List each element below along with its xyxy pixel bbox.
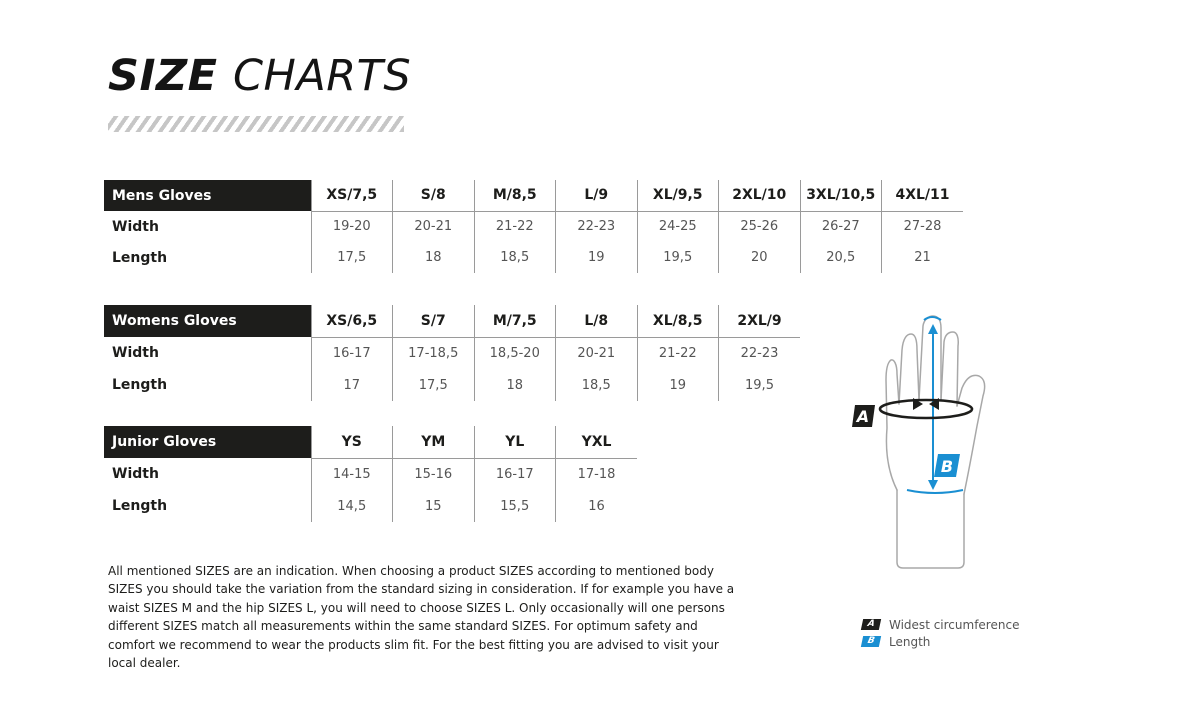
mens-cell: 21 [882,242,964,273]
womens-size-header: S/7 [393,305,475,337]
womens-row-length [104,369,800,401]
title-stripes-decoration [108,116,404,132]
womens-cell: 19 [637,369,719,401]
junior-cell: 14-15 [311,458,393,490]
womens-row-label: Length [112,377,168,393]
mens-row-label: Length [112,249,168,266]
mens-cell: 21-22 [474,211,556,242]
junior-size-header: YXL [556,426,638,458]
mens-size-header: 3XL/10,5 [800,180,882,211]
legend-text-circumference: Widest circumference [889,617,1020,632]
womens-cell: 22-23 [719,337,801,369]
mens-size-header: 2XL/10 [719,180,801,211]
womens-gloves-label: Womens Gloves [104,305,311,337]
legend-badge-a: A [861,619,881,630]
womens-cell: 17 [311,369,393,401]
womens-size-header: M/7,5 [474,305,556,337]
mens-cell: 25-26 [719,211,801,242]
junior-row-length [104,490,637,522]
junior-gloves-label: Junior Gloves [104,426,311,458]
legend-item-circumference [862,616,1019,633]
mens-cell: 22-23 [556,211,638,242]
mens-gloves-label: Mens Gloves [104,180,311,211]
womens-cell: 20-21 [556,337,638,369]
junior-size-header: YL [474,426,556,458]
womens-cell: 19,5 [719,369,801,401]
mens-cell: 19-20 [311,211,393,242]
mens-row-length [104,242,963,273]
junior-cell: 16-17 [474,458,556,490]
junior-row-width [104,458,637,490]
glove-measurement-diagram [845,312,1005,574]
mens-cell: 27-28 [882,211,964,242]
mens-cell: 18 [393,242,475,273]
marker-b [934,454,960,477]
womens-row-label: Width [112,345,159,361]
marker-a-label: A [856,407,870,426]
length-arrow-bottom [928,480,938,490]
hand-outline [886,316,985,568]
womens-cell: 18,5 [556,369,638,401]
sizing-disclaimer: All mentioned SIZES are an indication. When choosing a product SIZES according to mentioned body SIZES you should take the variation from the standard sizing in consideration. If for example you have a waist SIZES M and the hip SIZES L, you will need to choose SIZES L. Only occasionally will one persons different SIZES match all measurements within the same standard SIZES. For optimum safety and comfort we recommend to wear the products slim fit. For the best fitting you are advised to visit your local dealer. [108,564,735,671]
womens-size-header: XL/8,5 [637,305,719,337]
womens-cell: 17,5 [393,369,475,401]
mens-size-header: XL/9,5 [637,180,719,211]
page-title [108,50,411,102]
mens-cell: 20-21 [393,211,475,242]
mens-cell: 19 [556,242,638,273]
junior-header-row [104,426,637,458]
junior-row-label: Length [112,498,168,514]
mens-size-header: XS/7,5 [311,180,393,211]
womens-cell: 21-22 [637,337,719,369]
title-bold: SIZE [108,51,218,101]
mens-cell: 19,5 [637,242,719,273]
womens-cell: 16-17 [311,337,393,369]
junior-cell: 15,5 [474,490,556,522]
mens-cell: 24-25 [637,211,719,242]
mens-size-header: S/8 [393,180,475,211]
mens-cell: 17,5 [311,242,393,273]
mens-gloves-table [104,180,963,273]
mens-header-row [104,180,963,211]
junior-cell: 15 [393,490,475,522]
mens-row-label: Width [112,218,159,235]
diagram-legend [862,616,1019,650]
junior-cell: 14,5 [311,490,393,522]
length-arrow-top [928,324,938,334]
mens-cell: 18,5 [474,242,556,273]
junior-size-header: YM [393,426,475,458]
title-regular: CHARTS [233,51,412,101]
junior-cell: 16 [556,490,638,522]
womens-size-header: L/8 [556,305,638,337]
legend-badge-b: B [861,636,881,647]
mens-cell: 20,5 [800,242,882,273]
womens-header-row [104,305,800,337]
womens-row-width [104,337,800,369]
womens-size-header: XS/6,5 [311,305,393,337]
legend-item-length [862,633,1019,650]
junior-gloves-table [104,426,637,522]
mens-cell: 20 [719,242,801,273]
legend-text-length: Length [889,634,931,649]
mens-size-header: L/9 [556,180,638,211]
womens-cell: 18 [474,369,556,401]
junior-cell: 15-16 [393,458,475,490]
womens-cell: 18,5-20 [474,337,556,369]
marker-b-label: B [940,457,954,476]
mens-cell: 26-27 [800,211,882,242]
womens-gloves-table [104,305,800,401]
womens-size-header: 2XL/9 [719,305,801,337]
mens-size-header: 4XL/11 [882,180,964,211]
marker-a [852,405,875,427]
junior-row-label: Width [112,466,159,482]
mens-size-header: M/8,5 [474,180,556,211]
junior-size-header: YS [311,426,393,458]
womens-cell: 17-18,5 [393,337,475,369]
mens-row-width [104,211,963,242]
junior-cell: 17-18 [556,458,638,490]
